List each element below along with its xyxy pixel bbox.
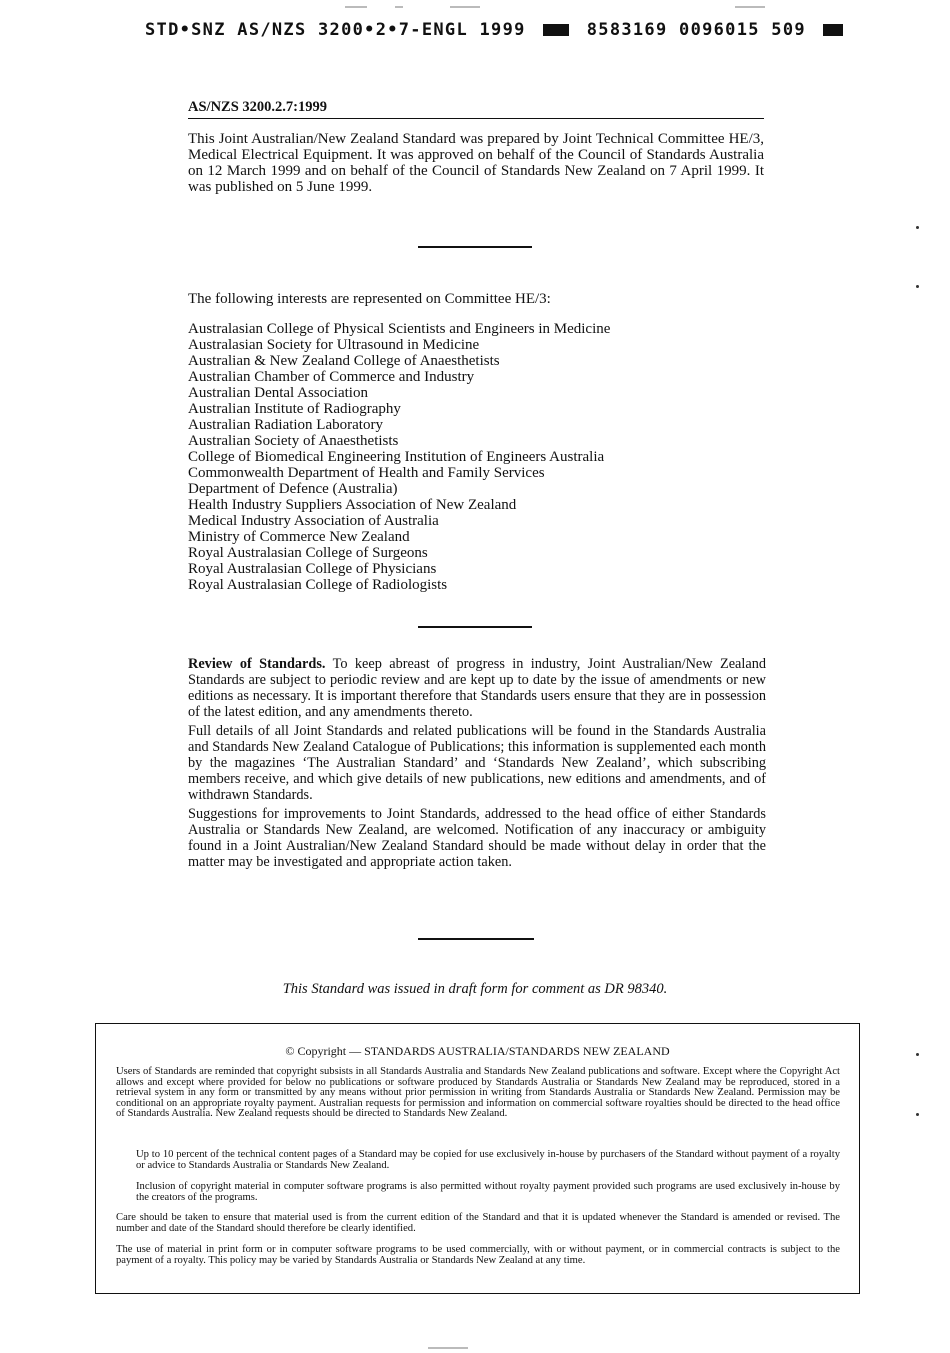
document-id: AS/NZS 3200.2.7:1999 (188, 99, 764, 119)
list-item: Australian Institute of Radiography (188, 401, 401, 417)
black-block-mark (543, 24, 569, 36)
list-item: Commonwealth Department of Health and Family Services (188, 465, 545, 481)
scan-speck (916, 226, 919, 229)
draft-note: This Standard was issued in draft form for comment as DR 98340. (282, 981, 668, 997)
copyright-paragraph: Inclusion of copyright material in computer software programs is also permitted without royalty payment provided such programs are used exclusively in-house by the creators of the programs. (136, 1181, 840, 1203)
scan-artifact (345, 6, 367, 8)
list-item: Australasian College of Physical Scientists and Engineers in Medicine (188, 321, 611, 337)
scan-speck (916, 285, 919, 288)
review-paragraph: Review of Standards. To keep abreast of progress in industry, Joint Australian/New Zealand Standards are subject to periodic review and are kept up to date by the issue of amendments or new editions as necessary. It is important therefore that Standards users ensure that they are in possession of the latest edition, and any amendments thereto. (188, 656, 767, 720)
scan-artifact (428, 1347, 468, 1349)
review-heading: Review of Standards. (188, 656, 326, 672)
list-item: Department of Defence (Australia) (188, 481, 398, 497)
list-item: Australian Dental Association (188, 385, 368, 401)
section-divider (418, 246, 532, 248)
copyright-box (95, 1023, 860, 1294)
preparation-paragraph: This Joint Australian/New Zealand Standard was prepared by Joint Technical Committee HE/3, Medical Electrical Equipment. It was approved on behalf of the Council of Standards Australia on 12 March 1999 and on behalf of the Council of Standards New Zealand on 7 April 1999. It was published on 5 June 1999. (188, 131, 764, 195)
review-of-standards (188, 656, 766, 873)
list-item: Australasian Society for Ultrasound in Medicine (188, 337, 480, 353)
list-item: Medical Industry Association of Australia (188, 513, 439, 529)
list-item: Australian & New Zealand College of Anaesthetists (188, 353, 500, 369)
scan-artifact (450, 6, 480, 8)
list-item: Royal Australasian College of Radiologists (188, 577, 448, 593)
scan-artifact (395, 6, 403, 8)
document-code-header (145, 20, 835, 40)
list-item: Australian Radiation Laboratory (188, 417, 383, 433)
scan-artifact (735, 6, 765, 8)
scan-speck (916, 1113, 919, 1116)
list-item: Royal Australasian College of Physicians (188, 561, 437, 577)
copyright-paragraph: The use of material in print form or in computer software programs to be used commercially, with or without payment, or in commercial contracts is subject to the payment of a royalty. This policy may be varied by Standards Australia or Standards New Zealand at any time. (116, 1244, 840, 1266)
section-divider (418, 938, 534, 940)
scan-speck (916, 1053, 919, 1056)
list-item: College of Biomedical Engineering Institution of Engineers Australia (188, 449, 605, 465)
standard-code: STD•SNZ AS/NZS 3200•2•7-ENGL 1999 (145, 20, 526, 40)
committee-member-list (188, 321, 610, 593)
list-item: Australian Society of Anaesthetists (188, 433, 399, 449)
copyright-title: © Copyright — STANDARDS AUSTRALIA/STANDARDS NEW ZEALAND (285, 1044, 670, 1058)
list-item: Royal Australasian College of Surgeons (188, 545, 428, 561)
section-divider (418, 626, 532, 628)
review-paragraph: Full details of all Joint Standards and related publications will be found in the Standards Australia and Standards New Zealand Catalogue of Publications; this information is supplemented each month by the magazines ‘The Australian Standard’ and ‘Standards New Zealand’, which subscribing members receive, and which give details of new publications, new editions and amendments, and of withdrawn Standards. (188, 723, 766, 803)
black-block-mark (823, 24, 843, 36)
list-item: Australian Chamber of Commerce and Industry (188, 369, 475, 385)
copyright-paragraph: Care should be taken to ensure that material used is from the current edition of the Standard and that it is updated whenever the Standard is amended or revised. The number and date of the Standard should therefore be clearly identified. (116, 1212, 840, 1234)
list-item: Ministry of Commerce New Zealand (188, 529, 410, 545)
review-paragraph: Suggestions for improvements to Joint Standards, addressed to the head office of either Standards Australia or Standards New Zealand, are welcomed. Notification of any inaccuracy or ambiguity found in a Joint Australian/New Zealand Standard should be made without delay in order that the matter may be investigated and appropriate action taken. (188, 806, 766, 870)
copyright-paragraph: Up to 10 percent of the technical content pages of a Standard may be copied for use exclusively in-house by purchasers of the Standard without payment of a royalty or advice to Standards Australia or Standards New Zealand. (136, 1149, 840, 1171)
list-item: Health Industry Suppliers Association of New Zealand (188, 497, 517, 513)
committee-intro: The following interests are represented on Committee HE/3: (188, 291, 551, 307)
barcode-number: 8583169 0096015 509 (586, 20, 806, 40)
copyright-paragraph: Users of Standards are reminded that copyright subsists in all Standards Australia and Standards New Zealand publications and software. Except where the Copyright Act allows and except where provided for below no publications or software produced by Standards Australia or Standards New Zealand may be reproduced, stored in a retrieval system in any form or transmitted by any means without prior permission in writing from Standards Australia or Standards New Zealand. Permission may be conditional on an appropriate royalty payment. Australian requests for permission and information on commercial software royalties should be directed to the head office of Standards Australia. New Zealand requests should be directed to Standards New Zealand. (116, 1066, 840, 1119)
